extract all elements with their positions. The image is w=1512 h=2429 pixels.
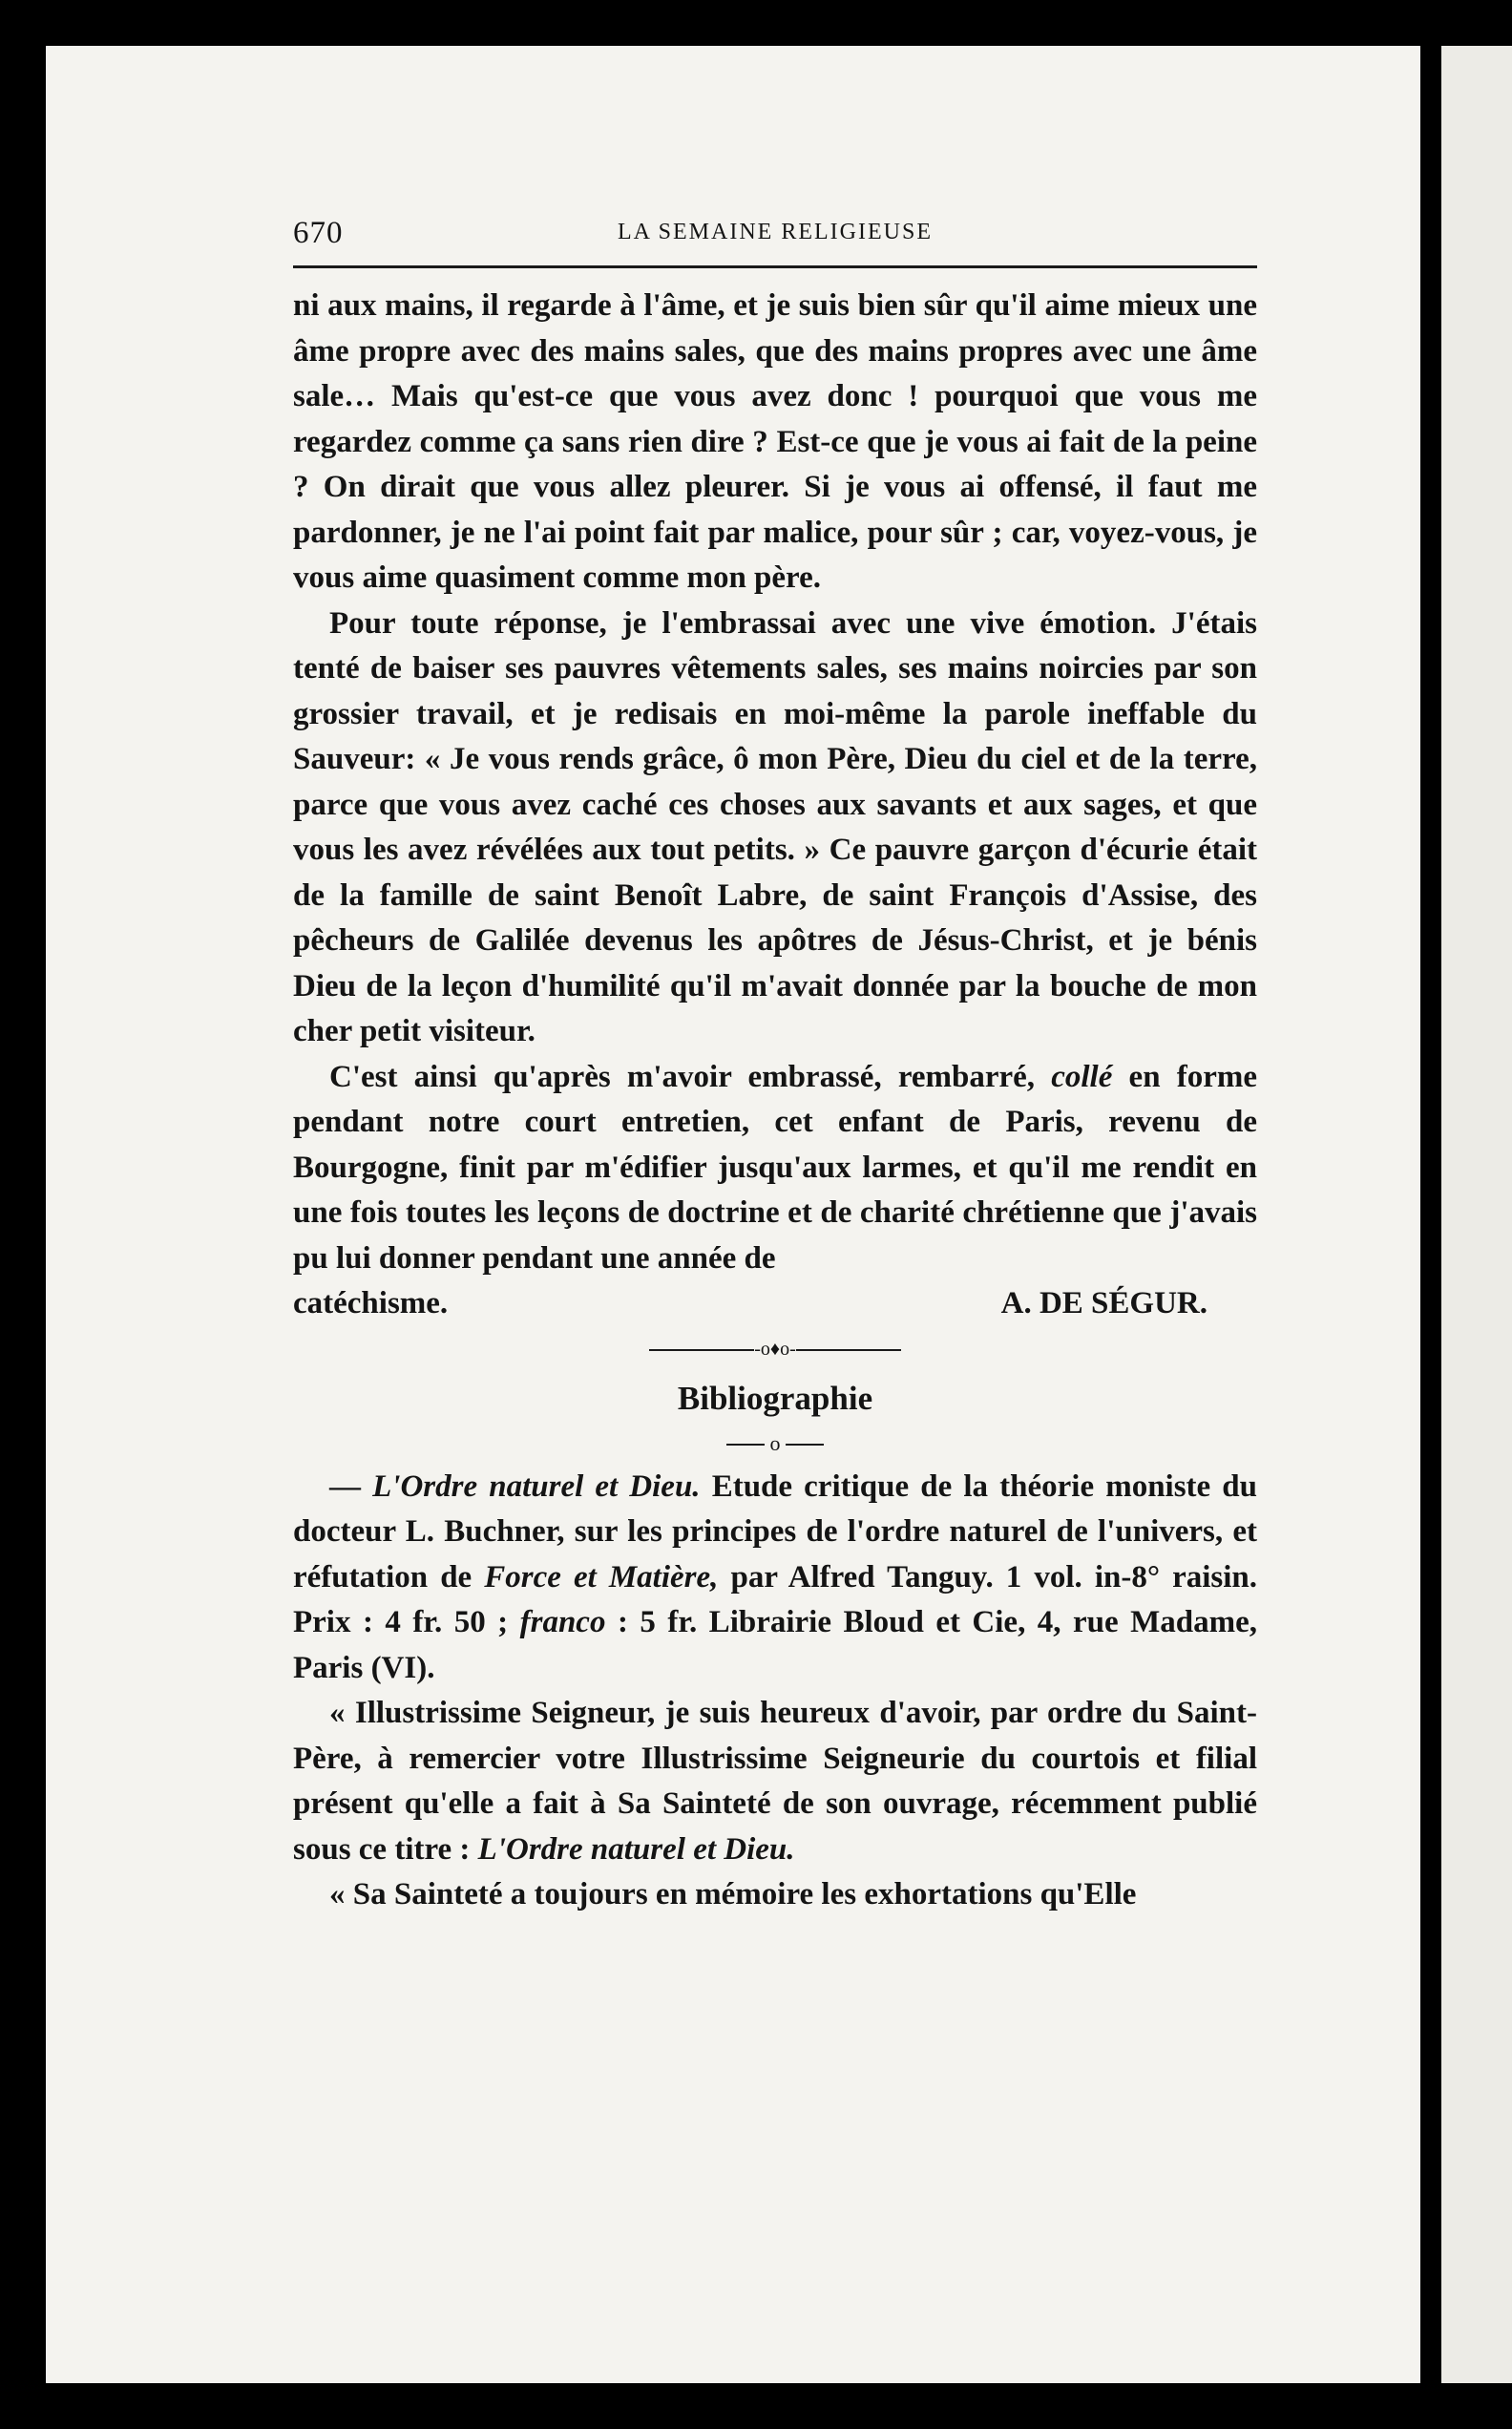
letter-p1-italic: L'Ordre naturel et Dieu. [477, 1831, 795, 1867]
letter-p1-text: « Illustrissime Seigneur, je suis heureux d'avoir, par ordre du Saint-Père, à remercier votre Illustrissime Seigneurie du courtois et filial présent qu'elle a fait à Sa Sainteté de son ouvrage, récemment publié sous ce titre : [293, 1696, 1257, 1867]
running-head [293, 212, 1257, 260]
header-rule [293, 265, 1257, 268]
page-number: 670 [293, 216, 344, 250]
divider-line-right [786, 1444, 824, 1446]
adjacent-page-edge [1441, 46, 1512, 2383]
paragraph-3-italic: collé [1051, 1059, 1113, 1094]
author-signature: A. DE SÉGUR. [1000, 1286, 1208, 1320]
signature-line [293, 1281, 1257, 1327]
entry-text-2: par Alfred Tanguy. 1 vol. in-8° raisin. Prix : 4 fr. 50 ; [293, 1559, 1258, 1639]
paragraph-3-start: C'est ainsi qu'après m'avoir embrassé, rembarré, [329, 1059, 1036, 1094]
page-text-block [293, 212, 1257, 1918]
section-ornament [293, 1327, 1257, 1371]
letter-paragraph-2: « Sa Sainteté a toujours en mémoire les exhortations qu'Elle [329, 1877, 1137, 1912]
paragraph-3-last-word: catéchisme. [293, 1286, 449, 1320]
divider-line-left [726, 1444, 765, 1446]
paragraph-2: Pour toute réponse, je l'embrassai avec une vive émotion. J'étais tenté de baiser ses pauvres vêtements sales, ses mains noircies par son grossier travail, et je redisais en moi-même la parole ineffable du Sauveur: « Je vous rends grâce, ô mon Père, Dieu du ciel et de la terre, parce que vous avez caché ces choses aux savants et aux sages, et que vous les avez révélées aux tout petits. » Ce pauvre garçon d'écurie était de la famille de saint Benoît Labre, de saint François d'Assise, des pêcheurs de Galilée devenus les apôtres de Jésus-Christ, et je bénis Dieu de la leçon d'humilité qu'il m'avait donnée par la bouche de mon cher petit visiteur. [293, 605, 1257, 1048]
entry-text-3: : 5 fr. Librairie Bloud et Cie, 4, rue Madame, Paris (VI). [293, 1605, 1258, 1685]
paragraph-1: ni aux mains, il regarde à l'âme, et je suis bien sûr qu'il aime mieux une âme propre avec des mains sales, que des mains propres avec une âme sale… Mais qu'est-ce que vous avez donc ! pourquoi que vous me regardez comme ça sans rien dire ? Est-ce que je vous ai fait de la peine ? On dirait que vous allez pleurer. Si je vous ai offensé, il faut me pardonner, je ne l'ai point fait par malice, pour sûr ; car, voyez-vous, je vous aime quasiment comme mon père. [293, 288, 1257, 595]
paragraph-3 [293, 1055, 1257, 1282]
title-divider [293, 1423, 1257, 1465]
bibliography-entry [293, 1465, 1257, 1692]
ornament-line-left [649, 1349, 754, 1351]
journal-title: LA SEMAINE RELIGIEUSE [618, 220, 933, 244]
entry-italic-3: franco [519, 1605, 606, 1639]
entry-title: L'Ordre naturel et Dieu. [372, 1468, 701, 1504]
ornament-glyph: -o♦o- [754, 1338, 796, 1360]
entry-text-1: Etude critique de la théorie moniste du docteur L. Buchner, sur les principes de l'ordre naturel de l'univers, et réfutation de [293, 1468, 1258, 1595]
entry-italic-2: Force et Matière, [484, 1559, 719, 1595]
paragraph-3-end: en forme pendant notre court entretien, cet enfant de Paris, revenu de Bourgogne, finit par m'édifier jusqu'aux larmes, et qu'il me rendit en une fois toutes les leçons de doctrine et de charité chrétienne que j'avais pu lui donner pendant une année de [293, 1059, 1257, 1276]
entry-dash: — [329, 1468, 361, 1504]
divider-glyph: o [769, 1430, 781, 1455]
ornament-line-right [796, 1349, 901, 1351]
letter-paragraph-1 [293, 1691, 1257, 1872]
section-title: Bibliographie [677, 1379, 873, 1417]
